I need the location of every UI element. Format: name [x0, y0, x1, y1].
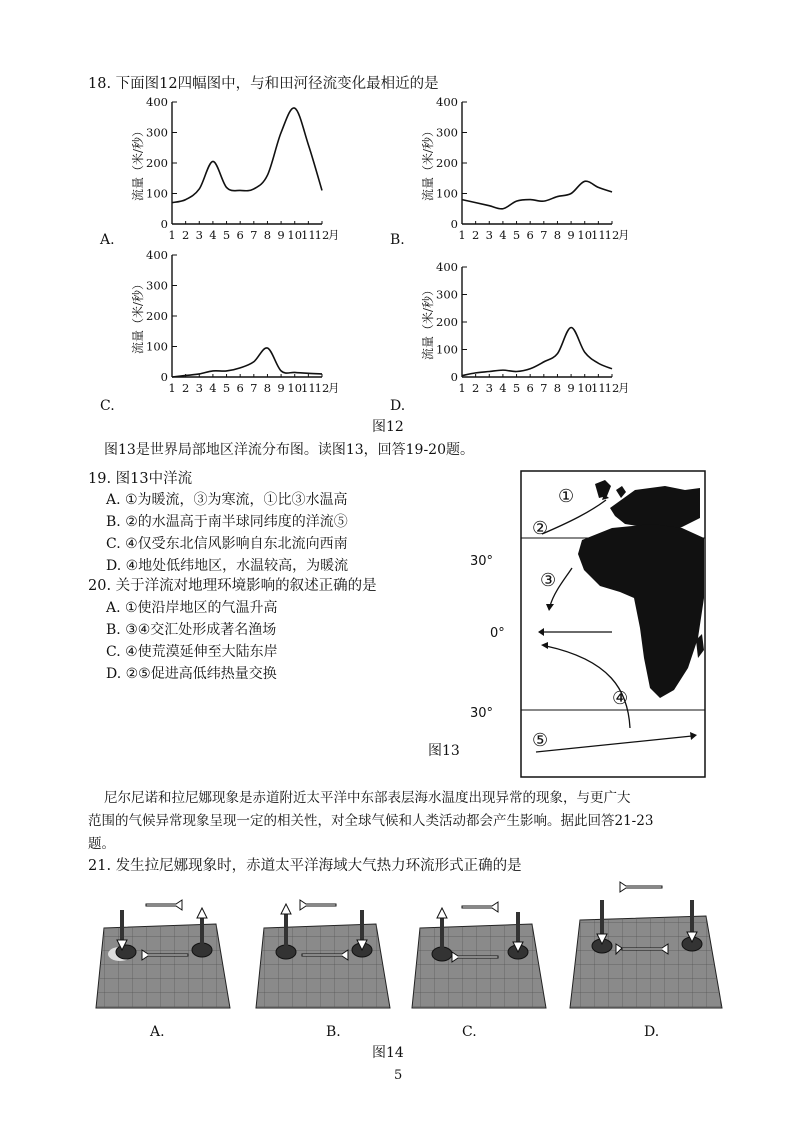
y-tick-label: 0: [160, 370, 168, 384]
panel-a: [96, 900, 230, 1008]
x-tick-label: 1: [168, 228, 176, 242]
x-unit-label: 月: [328, 381, 340, 395]
q20-option-b[interactable]: B. ③④交汇处形成著名渔场: [106, 622, 277, 638]
x-tick-label: 8: [263, 228, 272, 242]
figure-13-map: [520, 470, 706, 778]
q19-option-a[interactable]: A. ①为暖流，③为寒流，①比③水温高: [106, 492, 348, 508]
chart-C: [130, 248, 340, 395]
lat-label-0: 0°: [490, 626, 505, 641]
q21-option-a[interactable]: A.: [150, 1024, 165, 1040]
x-tick-label: 12: [604, 228, 620, 242]
y-tick-label: 300: [146, 125, 168, 140]
figure-12-caption: 图12: [372, 419, 404, 435]
q21-option-d[interactable]: D.: [644, 1024, 660, 1040]
y-tick-label: 300: [436, 125, 458, 140]
x-tick-label: 9: [567, 228, 575, 242]
chart-A: [130, 95, 340, 242]
y-tick-label: 200: [436, 156, 458, 170]
current-label-2: ②: [532, 518, 549, 539]
chart-D: [420, 260, 630, 395]
lat-label-30n: 30°: [470, 554, 494, 569]
x-tick-label: 7: [540, 381, 548, 395]
current-label-1: ①: [558, 486, 575, 507]
x-tick-label: 8: [263, 381, 272, 395]
chart-D-letter: D.: [390, 398, 406, 414]
y-tick-label: 0: [450, 370, 458, 384]
x-tick-label: 6: [236, 228, 244, 242]
panel-d: [570, 882, 722, 1008]
x-tick-label: 4: [499, 228, 507, 242]
q20-stem: 20. 关于洋流对地理环境影响的叙述正确的是: [88, 578, 377, 594]
x-tick-label: 11: [301, 228, 316, 242]
y-tick-label: 100: [436, 186, 458, 201]
x-tick-label: 11: [591, 228, 606, 242]
x-tick-label: 3: [195, 228, 203, 242]
y-axis-label: 流量（米/秒）: [131, 277, 145, 355]
q20-option-c[interactable]: C. ④使荒漠延伸至大陆东岸: [106, 644, 278, 660]
q21-stem: 21. 发生拉尼娜现象时，赤道太平洋海域大气热力环流形式正确的是: [88, 858, 522, 874]
y-tick-label: 200: [146, 156, 168, 170]
flow-line: [172, 348, 322, 377]
x-unit-label: 月: [618, 228, 630, 242]
x-tick-label: 3: [485, 228, 493, 242]
x-tick-label: 11: [591, 381, 606, 395]
q19-option-d[interactable]: D. ④地处低纬地区，水温较高，为暖流: [106, 558, 349, 574]
x-tick-label: 1: [458, 228, 466, 242]
chart-B-letter: B.: [390, 232, 405, 248]
passage-line-2: 范围的气候异常现象呈现一定的相关性，对全球气候和人类活动都会产生影响。据此回答21-23: [88, 813, 654, 829]
q19-option-b[interactable]: B. ②的水温高于南半球同纬度的洋流⑤: [106, 514, 348, 530]
x-tick-label: 10: [577, 228, 593, 242]
x-tick-label: 2: [181, 228, 190, 242]
x-tick-label: 3: [195, 381, 203, 395]
figure-12: [0, 0, 800, 440]
chart-B: [420, 95, 630, 242]
current-label-4: ④: [612, 688, 629, 709]
x-tick-label: 1: [168, 381, 176, 395]
x-tick-label: 10: [577, 381, 593, 395]
x-tick-label: 7: [250, 381, 258, 395]
x-tick-label: 7: [540, 228, 548, 242]
figure-14-caption: 图14: [372, 1045, 404, 1061]
y-tick-label: 100: [146, 339, 168, 354]
x-tick-label: 10: [287, 228, 303, 242]
y-axis-label: 流量（米/秒）: [421, 283, 435, 361]
lat-label-30s: 30°: [470, 706, 494, 721]
x-tick-label: 6: [526, 381, 534, 395]
passage-line-1: 尼尔尼诺和拉尼娜现象是赤道附近太平洋中东部表层海水温度出现异常的现象，与更广大: [104, 790, 631, 806]
x-tick-label: 9: [277, 228, 285, 242]
figure-13-caption: 图13: [428, 743, 460, 759]
y-axis-label: 流量（米/秒）: [421, 124, 435, 202]
x-tick-label: 2: [471, 228, 480, 242]
q21-option-b[interactable]: B.: [326, 1024, 341, 1040]
y-tick-label: 100: [436, 342, 458, 357]
x-tick-label: 5: [512, 228, 521, 242]
y-axis-label: 流量（米/秒）: [131, 124, 145, 202]
x-tick-label: 11: [301, 381, 316, 395]
x-tick-label: 2: [471, 381, 480, 395]
x-tick-label: 5: [222, 228, 231, 242]
q19-stem: 19. 图13中洋流: [88, 471, 193, 487]
page-number: 5: [394, 1068, 403, 1083]
x-tick-label: 6: [526, 228, 534, 242]
x-unit-label: 月: [328, 228, 340, 242]
q21-option-c[interactable]: C.: [462, 1024, 477, 1040]
x-tick-label: 2: [181, 381, 190, 395]
x-tick-label: 4: [499, 381, 507, 395]
y-tick-label: 400: [436, 260, 458, 274]
x-tick-label: 5: [512, 381, 521, 395]
chart-C-letter: C.: [100, 398, 115, 414]
x-tick-label: 12: [314, 228, 330, 242]
y-tick-label: 200: [146, 309, 168, 323]
current-label-3: ③: [540, 570, 557, 591]
panel-b: [256, 900, 390, 1008]
x-tick-label: 8: [553, 381, 562, 395]
y-tick-label: 400: [146, 95, 168, 109]
q18-stem: 18. 下面图12四幅图中，与和田河径流变化最相近的是: [88, 76, 439, 92]
x-unit-label: 月: [618, 381, 630, 395]
flow-line: [172, 108, 322, 203]
x-tick-label: 9: [277, 381, 285, 395]
q20-option-d[interactable]: D. ②⑤促进高低纬热量交换: [106, 666, 277, 682]
flow-line: [462, 327, 612, 375]
y-tick-label: 400: [146, 248, 168, 262]
y-tick-label: 400: [436, 95, 458, 109]
x-tick-label: 4: [209, 381, 217, 395]
x-tick-label: 9: [567, 381, 575, 395]
panel-c: [412, 902, 546, 1008]
flow-line: [462, 181, 612, 209]
figure-13-intro: 图13是世界局部地区洋流分布图。读图13，回答19-20题。: [104, 442, 474, 458]
x-tick-label: 1: [458, 381, 466, 395]
y-tick-label: 200: [436, 315, 458, 329]
figure-14: [90, 880, 730, 1020]
y-tick-label: 0: [450, 217, 458, 231]
x-tick-label: 10: [287, 381, 303, 395]
q19-option-c[interactable]: C. ④仅受东北信风影响自东北流向西南: [106, 536, 348, 552]
passage-line-3: 题。: [88, 836, 115, 852]
x-tick-label: 8: [553, 228, 562, 242]
y-tick-label: 100: [146, 186, 168, 201]
x-tick-label: 6: [236, 381, 244, 395]
y-tick-label: 0: [160, 217, 168, 231]
chart-A-letter: A.: [100, 232, 115, 248]
x-tick-label: 12: [314, 381, 330, 395]
x-tick-label: 4: [209, 228, 217, 242]
y-tick-label: 300: [146, 278, 168, 293]
x-tick-label: 12: [604, 381, 620, 395]
y-tick-label: 300: [436, 287, 458, 302]
x-tick-label: 5: [222, 381, 231, 395]
current-label-5: ⑤: [532, 730, 549, 751]
x-tick-label: 3: [485, 381, 493, 395]
q20-option-a[interactable]: A. ①使沿岸地区的气温升高: [106, 600, 278, 616]
x-tick-label: 7: [250, 228, 258, 242]
